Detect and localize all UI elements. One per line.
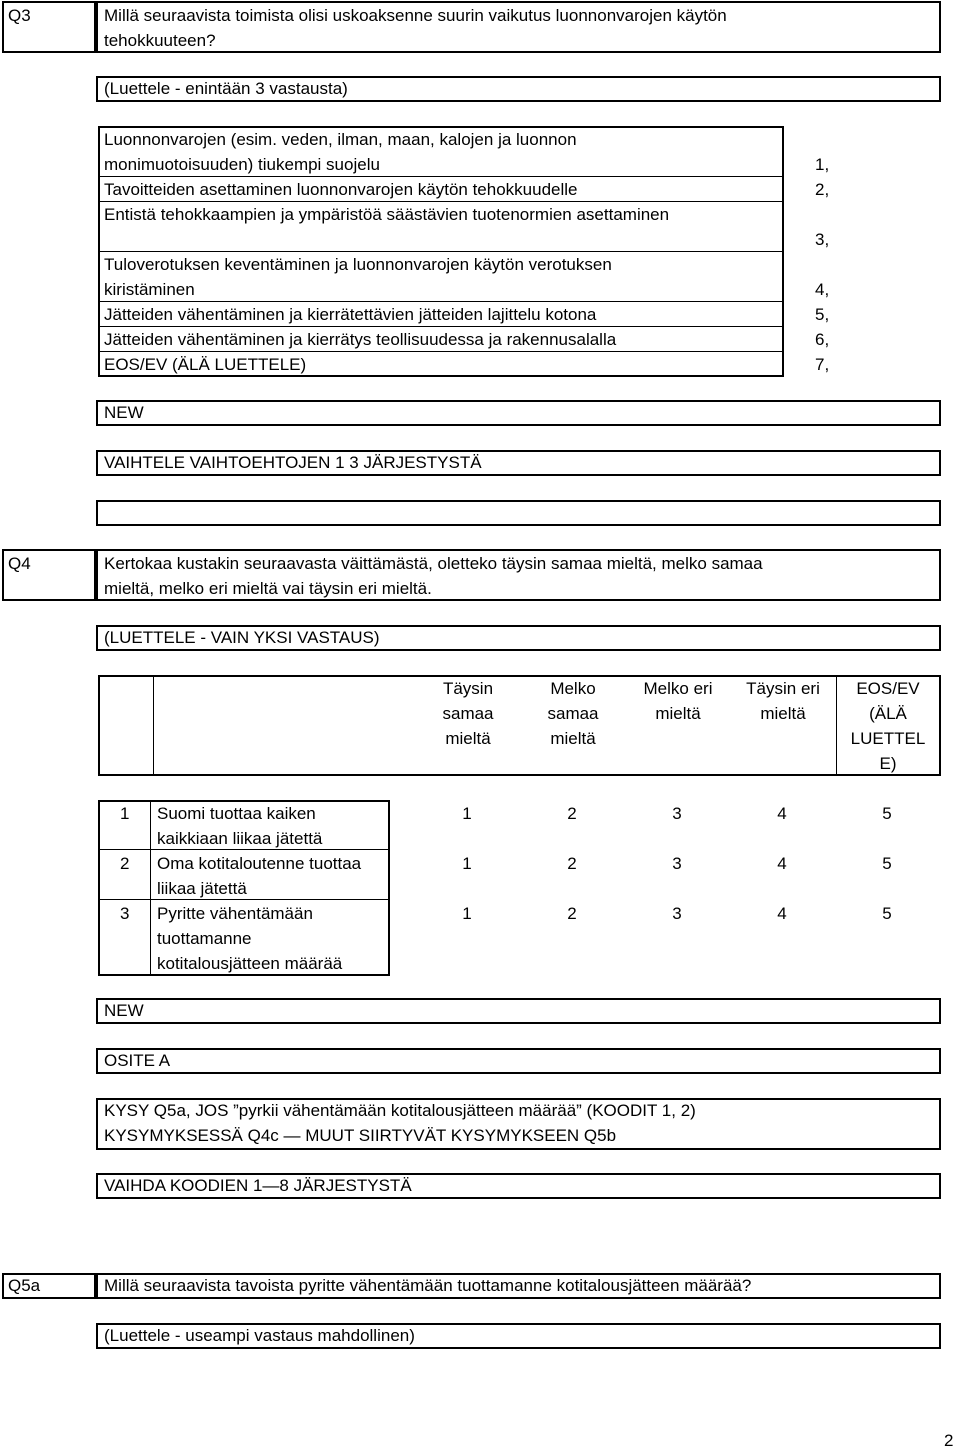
q4-statement-2-line-1: Oma kotitaloutenne tuottaa bbox=[157, 854, 362, 873]
q4-statement-1-no: 1 bbox=[120, 804, 130, 823]
q3-question-line-2: tehokkuuteen? bbox=[104, 31, 216, 50]
q4-statement-col-divider bbox=[150, 800, 151, 976]
q3-option-5-code: 5, bbox=[815, 305, 830, 324]
q4-question-line-2: mieltä, melko eri mieltä vai täysin eri mieltä. bbox=[104, 579, 432, 598]
q3-empty-box bbox=[96, 500, 941, 526]
q4-filter-note-line-2: KYSYMYKSESSÄ Q4c — MUUT SIIRTYVÄT KYSYMYKSEEN Q5b bbox=[104, 1126, 617, 1145]
q4-question-line-1: Kertokaa kustakin seuraavasta väittämästä, oletteko täysin samaa mieltä, melko samaa bbox=[104, 554, 763, 573]
q4-statement-3-line-3: kotitalousjätteen määrää bbox=[157, 954, 343, 973]
q4-scale-header-5: EOS/EV (ÄLÄ LUETTEL E) bbox=[850, 679, 926, 773]
q3-option-2-code: 2, bbox=[815, 180, 830, 199]
q3-option-1-line-2: monimuotoisuuden) tiukempi suojelu bbox=[104, 155, 380, 174]
q5a-code: Q5a bbox=[8, 1276, 41, 1295]
q4-s2-code-2[interactable]: 2 bbox=[567, 854, 577, 873]
q3-option-4-line-1: Tuloverotuksen keventäminen ja luonnonvarojen käytön verotuksen bbox=[104, 255, 612, 274]
q3-option-1-code: 1, bbox=[815, 155, 830, 174]
q3-instruction: (Luettele - enintään 3 vastausta) bbox=[104, 79, 348, 98]
q3-rotate-note: VAIHTELE VAIHTOEHTOJEN 1 3 JÄRJESTYSTÄ bbox=[104, 453, 482, 472]
q4-statement-3-line-1: Pyritte vähentämään bbox=[157, 904, 313, 923]
q4-filter-note-line-1: KYSY Q5a, JOS ”pyrkii vähentämään kotitalousjätteen määrää” (KOODIT 1, 2) bbox=[104, 1101, 696, 1120]
q3-new-label: NEW bbox=[104, 403, 144, 422]
q3-option-4-code: 4, bbox=[815, 280, 830, 299]
q4-s1-code-4[interactable]: 4 bbox=[777, 804, 787, 823]
q4-statement-1-line-1: Suomi tuottaa kaiken bbox=[157, 804, 316, 823]
q4-section-label: OSITE A bbox=[104, 1051, 171, 1070]
q4-scale-header-1: Täysin samaa mieltä bbox=[442, 679, 494, 748]
q4-s3-code-5[interactable]: 5 bbox=[882, 904, 892, 923]
q3-option-3-code: 3, bbox=[815, 230, 830, 249]
q4-s3-code-2[interactable]: 2 bbox=[567, 904, 577, 923]
q5a-instruction: (Luettele - useampi vastaus mahdollinen) bbox=[104, 1326, 415, 1345]
q4-rotate-note: VAIHDA KOODIEN 1—8 JÄRJESTYSTÄ bbox=[104, 1176, 412, 1195]
q3-new-box bbox=[96, 400, 941, 426]
q4-s2-code-4[interactable]: 4 bbox=[777, 854, 787, 873]
q3-option-6-code: 6, bbox=[815, 330, 830, 349]
q3-option-7-code: 7, bbox=[815, 355, 830, 374]
q3-option-4-line-2: kiristäminen bbox=[104, 280, 195, 299]
q4-header-divider bbox=[836, 675, 837, 776]
q4-scale-header-3: Melko eri mieltä bbox=[643, 679, 713, 723]
q4-s2-code-3[interactable]: 3 bbox=[672, 854, 682, 873]
q4-s1-code-3[interactable]: 3 bbox=[672, 804, 682, 823]
q4-s3-code-3[interactable]: 3 bbox=[672, 904, 682, 923]
page-number: 2 bbox=[944, 1431, 954, 1450]
q3-option-7-line-1: EOS/EV (ÄLÄ LUETTELE) bbox=[104, 355, 307, 374]
q3-option-3-line-1: Entistä tehokkaampien ja ympäristöä säästävien tuotenormien asettaminen bbox=[104, 205, 670, 224]
q4-s3-code-4[interactable]: 4 bbox=[777, 904, 787, 923]
q4-statement-1-line-2: kaikkiaan liikaa jätettä bbox=[157, 829, 323, 848]
q3-question-line-1: Millä seuraavista toimista olisi uskoaksenne suurin vaikutus luonnonvarojen käytön bbox=[104, 6, 727, 25]
q4-section-box bbox=[96, 1048, 941, 1074]
q4-new-box bbox=[96, 998, 941, 1024]
q4-s3-code-1[interactable]: 1 bbox=[462, 904, 472, 923]
q3-code: Q3 bbox=[8, 6, 31, 25]
q4-statement-3-no: 3 bbox=[120, 904, 130, 923]
q4-statement-2-no: 2 bbox=[120, 854, 130, 873]
q4-code: Q4 bbox=[8, 554, 31, 573]
q4-header-divider bbox=[153, 675, 154, 776]
q4-instruction: (LUETTELE - VAIN YKSI VASTAUS) bbox=[104, 628, 380, 647]
q4-scale-header-4: Täysin eri mieltä bbox=[746, 679, 820, 723]
q5a-question: Millä seuraavista tavoista pyritte vähentämään tuottamanne kotitalousjätteen määrää? bbox=[104, 1276, 752, 1295]
q4-s1-code-5[interactable]: 5 bbox=[882, 804, 892, 823]
q4-scale-header-2: Melko samaa mieltä bbox=[547, 679, 599, 748]
q4-s1-code-1[interactable]: 1 bbox=[462, 804, 472, 823]
q4-s1-code-2[interactable]: 2 bbox=[567, 804, 577, 823]
q4-statement-2-line-2: liikaa jätettä bbox=[157, 879, 247, 898]
q3-option-1-line-1: Luonnonvarojen (esim. veden, ilman, maan, kalojen ja luonnon bbox=[104, 130, 577, 149]
q3-option-6-line-1: Jätteiden vähentäminen ja kierrätys teollisuudessa ja rakennusalalla bbox=[104, 330, 617, 349]
q4-new-label: NEW bbox=[104, 1001, 144, 1020]
q3-option-2-line-1: Tavoitteiden asettaminen luonnonvarojen käytön tehokkuudelle bbox=[104, 180, 578, 199]
q4-s2-code-1[interactable]: 1 bbox=[462, 854, 472, 873]
q4-s2-code-5[interactable]: 5 bbox=[882, 854, 892, 873]
q3-option-5-line-1: Jätteiden vähentäminen ja kierrätettävien jätteiden lajittelu kotona bbox=[104, 305, 597, 324]
q4-statement-3-line-2: tuottamanne bbox=[157, 929, 252, 948]
